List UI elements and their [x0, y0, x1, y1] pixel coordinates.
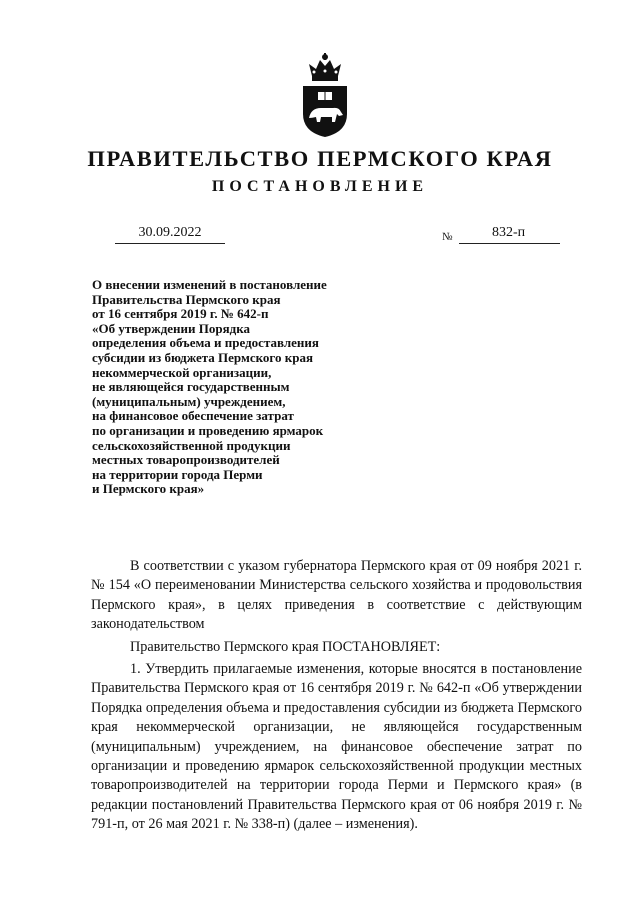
subject-line: О внесении изменений в постановление — [92, 277, 327, 292]
subject-line: (муниципальным) учреждением, — [92, 393, 286, 409]
subject-line: от 16 сентября 2019 г. № 642-п — [92, 306, 269, 322]
document-body — [91, 557, 582, 838]
document-subject — [92, 278, 392, 497]
document-number: 832-п — [492, 225, 526, 240]
paragraph-preamble: В соответствии с указом губернатора Пермского края от 09 ноября 2021 г. № 154 «О переименовании Министерства сельского хозяйства и продовольствия Пермского края», в целях приведения в соответствие с действующим законодательством — [91, 558, 582, 633]
subject-line: «Об утверждении Порядка — [92, 320, 251, 336]
paragraph-resolves: Правительство Пермского края ПОСТАНОВЛЯЕТ: — [130, 638, 441, 655]
document-date: 30.09.2022 — [115, 223, 225, 244]
subject-line: субсидии из бюджета Пермского края — [92, 349, 313, 365]
coat-of-arms-emblem — [299, 52, 351, 138]
subject-line: на территории города Перми — [92, 466, 263, 482]
government-title: ПРАВИТЕЛЬСТВО ПЕРМСКОГО КРАЯ — [87, 146, 553, 171]
subject-line: местных товаропроизводителей — [92, 452, 280, 468]
paragraph-item-1: 1. Утвердить прилагаемые изменения, которые вносятся в постановление Правительства Пермского края от 16 сентября 2019 г. № 642-п «Об утверждении Порядка определения объема и предоставления субсидии из бюджета Пермского края некоммерческой организации, не являющейся государственным (муниципальным) учреждением, на финансовое обеспечение затрат по организации и проведению ярмарок сельскохозяйственной продукции местных товаропроизводителей на территории города Перми и Пермского края» (в редакции постановлений Правительства Пермского края от 06 ноября 2019 г. № 791-п, от 26 мая 2021 г. № 338-п) (далее – изменения). — [91, 661, 582, 833]
subject-line: некоммерческой организации, — [92, 364, 272, 380]
subject-line: определения объема и предоставления — [92, 335, 319, 351]
number-sign: № — [442, 231, 453, 243]
subject-line: не являющейся государственным — [92, 379, 290, 395]
document-type-title: ПОСТАНОВЛЕНИЕ — [211, 178, 429, 195]
subject-line: и Пермского края» — [92, 481, 205, 497]
subject-line: на финансовое обеспечение затрат — [92, 408, 294, 424]
subject-line: сельскохозяйственной продукции — [92, 437, 291, 453]
subject-line: Правительства Пермского края — [92, 291, 281, 307]
document-number-field — [459, 223, 560, 244]
subject-line: по организации и проведению ярмарок — [92, 422, 324, 438]
